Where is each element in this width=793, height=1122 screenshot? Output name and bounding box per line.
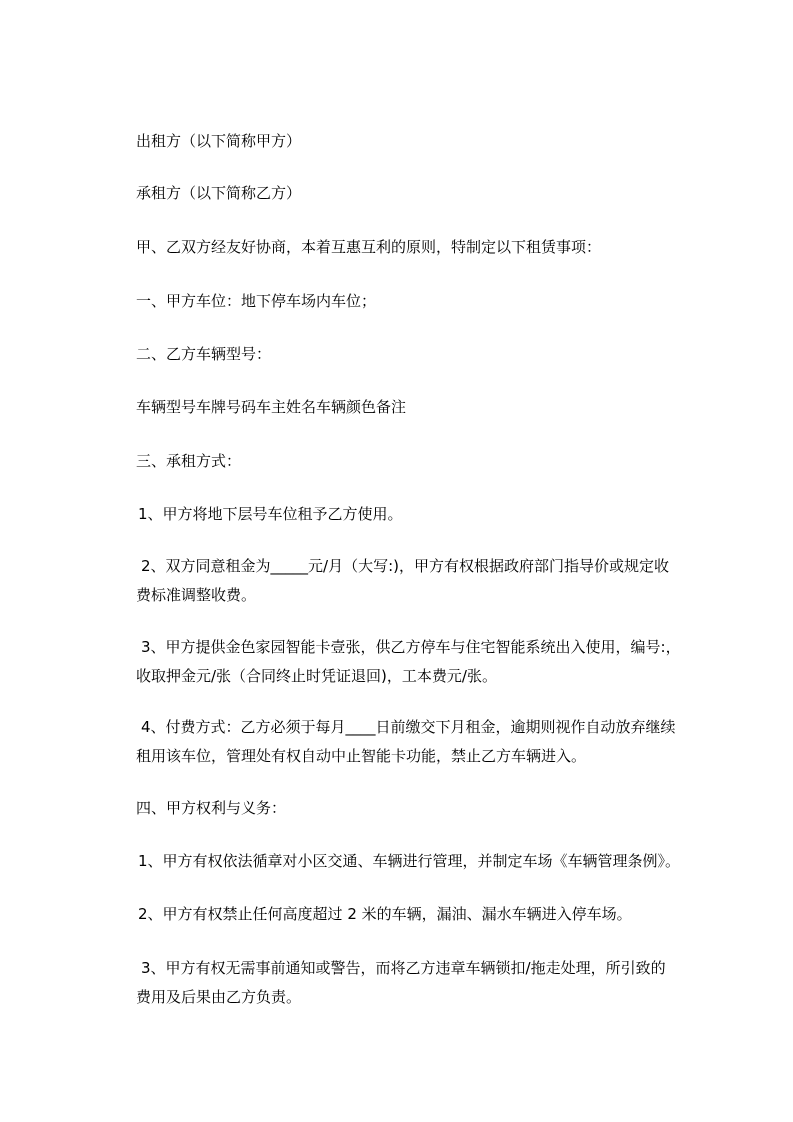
paragraph-line: 2、双方同意租金为_____元/月（大写:)，甲方有权根据政府部门指导价或规定收 <box>141 557 670 575</box>
paragraph-line: 承租方（以下简称乙方） <box>136 184 302 202</box>
paragraph-line: 费用及后果由乙方负责。 <box>136 988 302 1006</box>
paragraph-line: 甲、乙双方经友好协商，本着互惠互利的原则，特制定以下租赁事项： <box>136 238 602 256</box>
paragraph-line: 3、甲方有权无需事前通知或警告，而将乙方违章车辆锁扣/拖走处理，所引致的 <box>141 959 666 977</box>
paragraph-line: 出租方（以下简称甲方） <box>136 132 302 150</box>
paragraph-line: 三、承租方式： <box>136 452 242 470</box>
paragraph-line: 费标准调整收费。 <box>136 586 257 604</box>
paragraph-line: 1、甲方将地下层号车位租予乙方使用。 <box>138 505 403 523</box>
paragraph-line: 收取押金元/张（合同终止时凭证退回)，工本费元/张。 <box>136 667 497 685</box>
paragraph-line: 1、甲方有权依法循章对小区交通、车辆进行管理，并制定车场《车辆管理条例》。 <box>138 852 681 870</box>
paragraph-line: 二、乙方车辆型号： <box>136 345 272 363</box>
paragraph-line: 3、甲方提供金色家园智能卡壹张，供乙方停车与住宅智能系统出入使用，编号:， <box>141 638 681 656</box>
paragraph-line: 一、甲方车位：地下停车场内车位； <box>136 292 377 310</box>
paragraph-line: 租用该车位，管理处有权自动中止智能卡功能，禁止乙方车辆进入。 <box>136 747 587 765</box>
paragraph-line: 四、甲方权利与义务： <box>136 799 287 817</box>
paragraph-line: 车辆型号车牌号码车主姓名车辆颜色备注 <box>136 398 407 416</box>
paragraph-line: 4、付费方式：乙方必须于每月____日前缴交下月租金，逾期则视作自动放弃继续 <box>141 718 676 736</box>
paragraph-line: 2、甲方有权禁止任何高度超过 2 米的车辆，漏油、漏水车辆进入停车场。 <box>138 905 632 923</box>
